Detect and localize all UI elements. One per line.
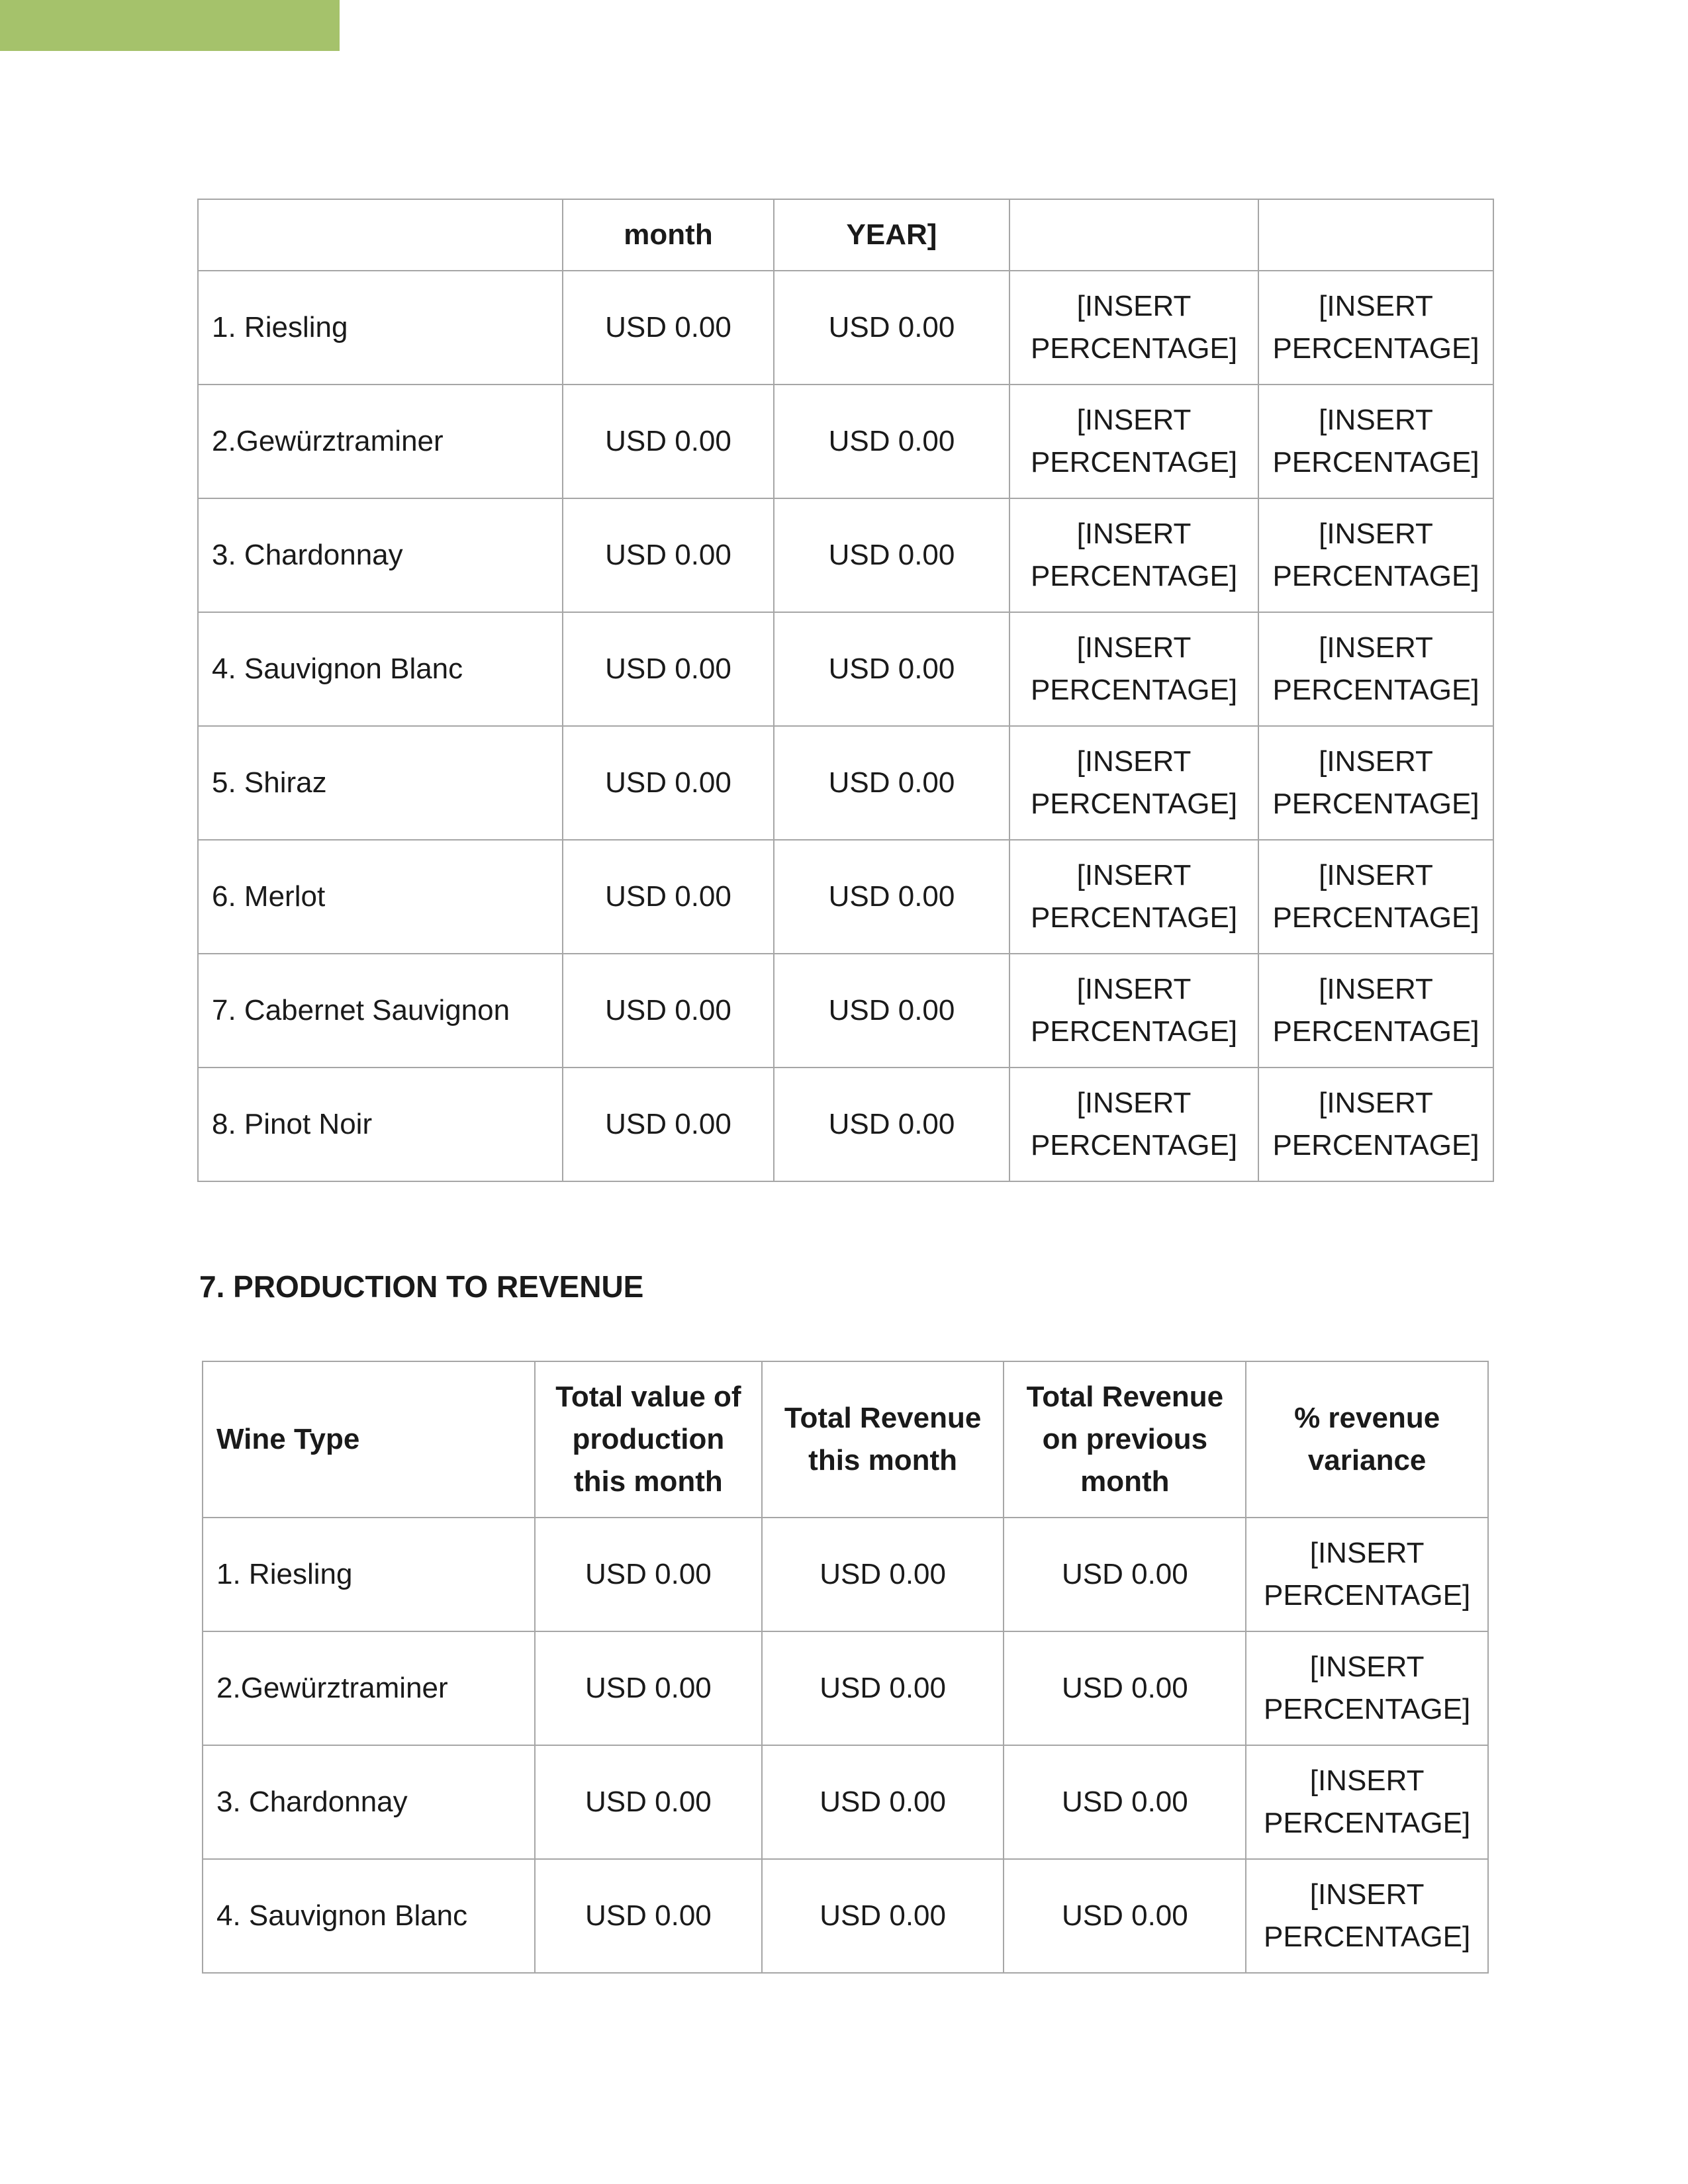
column-header-revenue-variance: % revenue variance [1246, 1361, 1488, 1518]
wine-type-cell: 8. Pinot Noir [198, 1068, 563, 1181]
column-header-percentage-1 [1009, 199, 1258, 271]
amount-cell: USD 0.00 [774, 954, 1009, 1068]
wine-type-cell: 3. Chardonnay [198, 498, 563, 612]
amount-cell: USD 0.00 [535, 1745, 762, 1859]
amount-cell: USD 0.00 [774, 1068, 1009, 1181]
amount-cell: USD 0.00 [1004, 1631, 1246, 1745]
table-header-row [198, 199, 1493, 271]
amount-cell: USD 0.00 [1004, 1518, 1246, 1631]
percentage-cell: [INSERT PERCENTAGE] [1258, 385, 1493, 498]
wine-type-cell: 2.Gewürztraminer [198, 385, 563, 498]
percentage-cell: [INSERT PERCENTAGE] [1258, 612, 1493, 726]
percentage-cell: [INSERT PERCENTAGE] [1009, 1068, 1258, 1181]
production-to-revenue-table [202, 1361, 1489, 1974]
column-header-wine-type: Wine Type [203, 1361, 535, 1518]
amount-cell: USD 0.00 [1004, 1745, 1246, 1859]
percentage-cell: [INSERT PERCENTAGE] [1258, 498, 1493, 612]
wine-type-cell: 4. Sauvignon Blanc [203, 1859, 535, 1973]
percentage-cell: [INSERT PERCENTAGE] [1246, 1518, 1488, 1631]
amount-cell: USD 0.00 [774, 498, 1009, 612]
column-header-total-value-production: Total value of production this month [535, 1361, 762, 1518]
percentage-cell: [INSERT PERCENTAGE] [1258, 1068, 1493, 1181]
amount-cell: USD 0.00 [762, 1859, 1004, 1973]
table-row [198, 498, 1493, 612]
wine-type-cell: 2.Gewürztraminer [203, 1631, 535, 1745]
amount-cell: USD 0.00 [563, 612, 774, 726]
table-row [198, 954, 1493, 1068]
table-row [198, 840, 1493, 954]
amount-cell: USD 0.00 [1004, 1859, 1246, 1973]
column-header-total-revenue-this-month: Total Revenue this month [762, 1361, 1004, 1518]
percentage-cell: [INSERT PERCENTAGE] [1246, 1631, 1488, 1745]
table-row [203, 1745, 1488, 1859]
table-row [198, 271, 1493, 385]
percentage-cell: [INSERT PERCENTAGE] [1246, 1745, 1488, 1859]
table-row [198, 726, 1493, 840]
wine-type-cell: 6. Merlot [198, 840, 563, 954]
amount-cell: USD 0.00 [563, 498, 774, 612]
amount-cell: USD 0.00 [774, 612, 1009, 726]
column-header-wine-type [198, 199, 563, 271]
column-header-month: month [563, 199, 774, 271]
table-row [203, 1859, 1488, 1973]
amount-cell: USD 0.00 [774, 726, 1009, 840]
percentage-cell: [INSERT PERCENTAGE] [1258, 271, 1493, 385]
wine-type-cell: 3. Chardonnay [203, 1745, 535, 1859]
amount-cell: USD 0.00 [762, 1745, 1004, 1859]
table-row [198, 385, 1493, 498]
percentage-cell: [INSERT PERCENTAGE] [1258, 954, 1493, 1068]
percentage-cell: [INSERT PERCENTAGE] [1009, 498, 1258, 612]
header-accent-bar [0, 0, 340, 51]
amount-cell: USD 0.00 [774, 840, 1009, 954]
amount-cell: USD 0.00 [762, 1518, 1004, 1631]
table-row [198, 612, 1493, 726]
wine-type-cell: 1. Riesling [203, 1518, 535, 1631]
wine-type-cell: 1. Riesling [198, 271, 563, 385]
amount-cell: USD 0.00 [535, 1859, 762, 1973]
percentage-cell: [INSERT PERCENTAGE] [1009, 612, 1258, 726]
amount-cell: USD 0.00 [762, 1631, 1004, 1745]
wine-type-cell: 7. Cabernet Sauvignon [198, 954, 563, 1068]
section-heading-production-to-revenue: 7. PRODUCTION TO REVENUE [199, 1269, 644, 1304]
wine-revenue-table-continued [197, 199, 1494, 1182]
wine-type-cell: 4. Sauvignon Blanc [198, 612, 563, 726]
percentage-cell: [INSERT PERCENTAGE] [1258, 840, 1493, 954]
amount-cell: USD 0.00 [774, 271, 1009, 385]
amount-cell: USD 0.00 [535, 1518, 762, 1631]
amount-cell: USD 0.00 [774, 385, 1009, 498]
table-row [198, 1068, 1493, 1181]
amount-cell: USD 0.00 [563, 954, 774, 1068]
column-header-total-revenue-previous-month: Total Revenue on previous month [1004, 1361, 1246, 1518]
wine-type-cell: 5. Shiraz [198, 726, 563, 840]
table-row [203, 1631, 1488, 1745]
amount-cell: USD 0.00 [563, 840, 774, 954]
amount-cell: USD 0.00 [563, 385, 774, 498]
amount-cell: USD 0.00 [563, 1068, 774, 1181]
amount-cell: USD 0.00 [535, 1631, 762, 1745]
percentage-cell: [INSERT PERCENTAGE] [1009, 840, 1258, 954]
percentage-cell: [INSERT PERCENTAGE] [1009, 954, 1258, 1068]
percentage-cell: [INSERT PERCENTAGE] [1009, 385, 1258, 498]
table-header-row [203, 1361, 1488, 1518]
column-header-percentage-2 [1258, 199, 1493, 271]
percentage-cell: [INSERT PERCENTAGE] [1258, 726, 1493, 840]
percentage-cell: [INSERT PERCENTAGE] [1009, 271, 1258, 385]
table-row [203, 1518, 1488, 1631]
amount-cell: USD 0.00 [563, 726, 774, 840]
percentage-cell: [INSERT PERCENTAGE] [1246, 1859, 1488, 1973]
amount-cell: USD 0.00 [563, 271, 774, 385]
percentage-cell: [INSERT PERCENTAGE] [1009, 726, 1258, 840]
column-header-year: YEAR] [774, 199, 1009, 271]
